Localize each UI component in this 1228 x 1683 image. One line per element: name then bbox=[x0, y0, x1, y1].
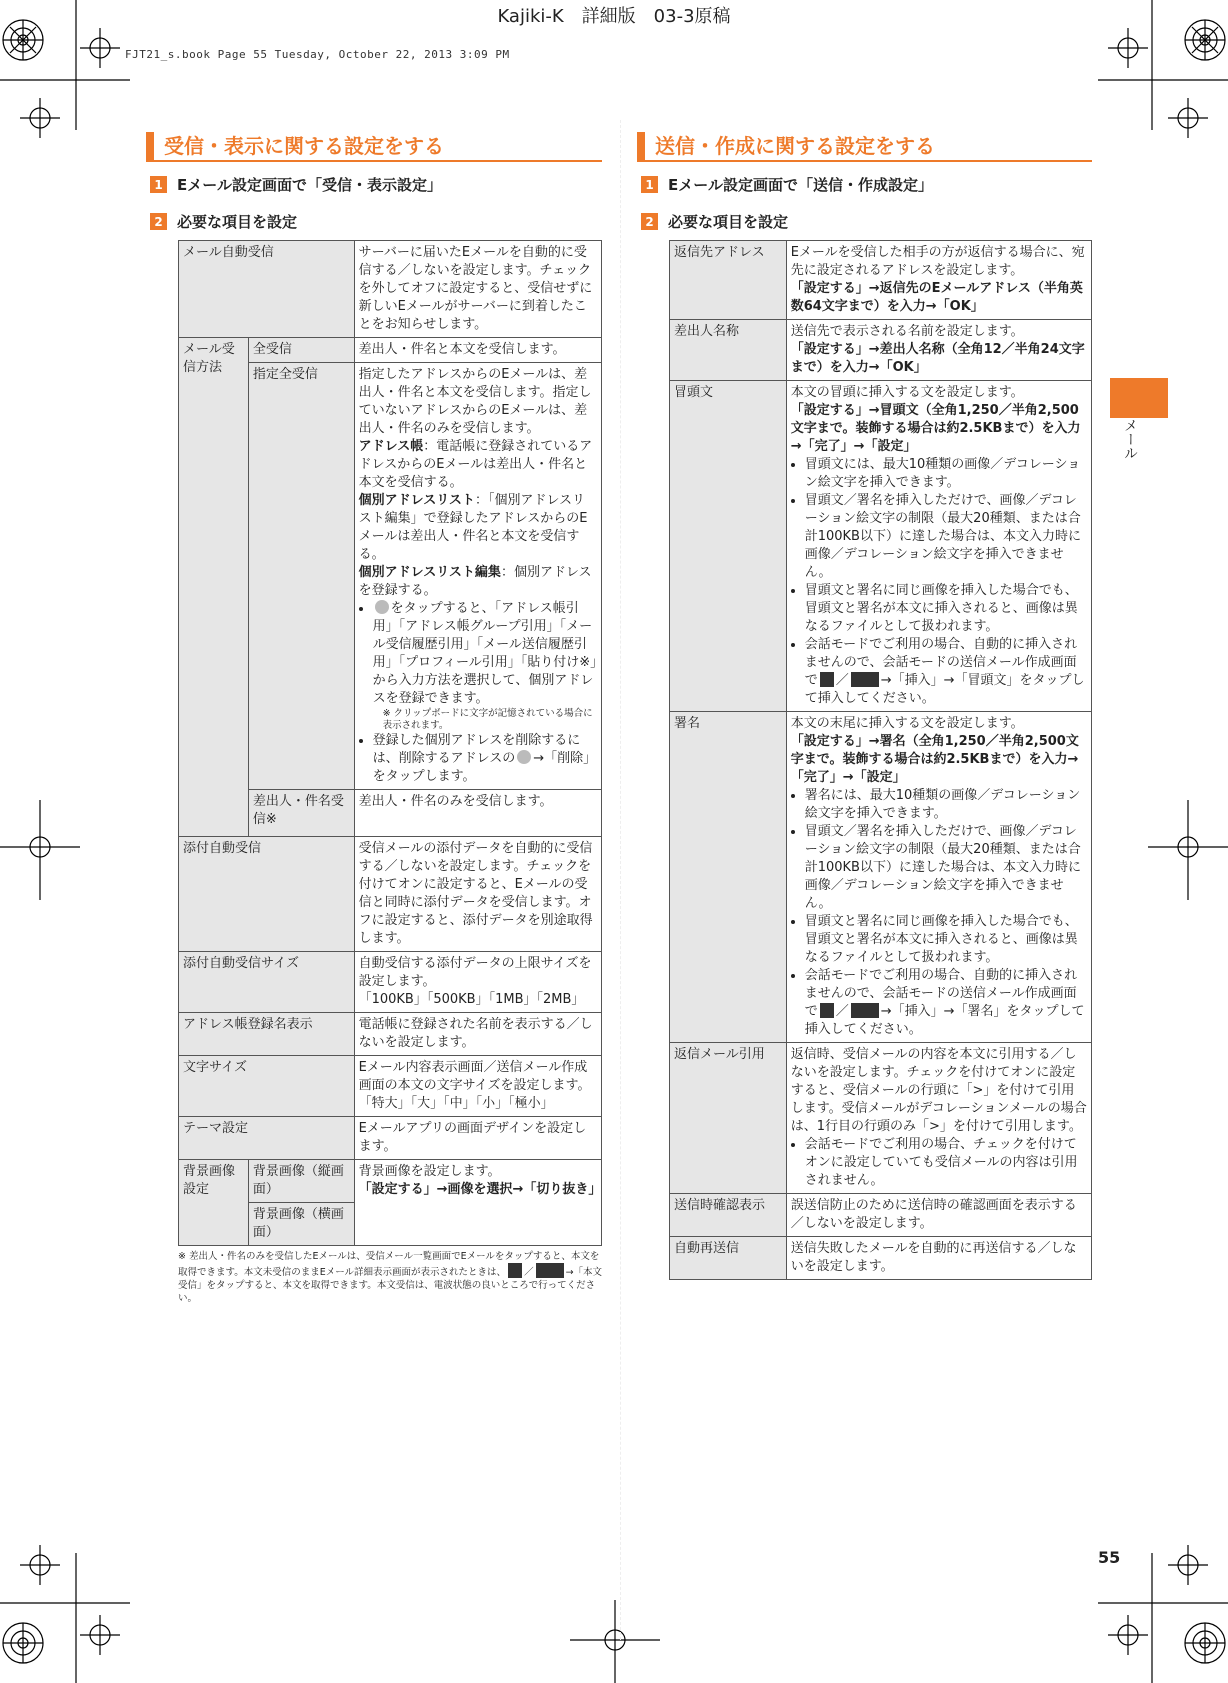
row-label: 自動再送信 bbox=[670, 1237, 787, 1280]
row-label: メール受信方法 bbox=[179, 338, 249, 837]
row-desc bbox=[786, 241, 1091, 320]
crop-mark-bottom-middle bbox=[570, 1600, 660, 1683]
row-desc: 送信失敗したメールを自動的に再送信する／しないを設定します。 bbox=[786, 1237, 1091, 1280]
list-item: • 冒頭文／署名を挿入しただけで、画像／デコレーション絵文字の制限（最大20種類、または合計100KB以下）に達した場合は、本文入力時に画像／デコレーション絵文字を挿入できません。 bbox=[805, 492, 1087, 582]
step-1 bbox=[150, 174, 602, 195]
row-desc: 差出人・件名のみを受信します。 bbox=[354, 790, 601, 837]
desc-operation: 「設定する」→差出人名称（全角12／半角24文字まで）を入力→「OK」 bbox=[790, 342, 1085, 375]
sub-label: 背景画像（横画面） bbox=[248, 1203, 354, 1246]
step-2 bbox=[150, 211, 602, 232]
bullet-list bbox=[791, 1136, 1087, 1190]
desc-text: Eメールを受信した相手の方が返信する場合に、宛先に設定されるアドレスを設定します。 bbox=[790, 245, 1085, 278]
row-label: 添付自動受信 bbox=[179, 837, 355, 952]
step-text: 必要な項目を設定 bbox=[177, 213, 298, 231]
table-row bbox=[179, 1117, 602, 1160]
table-row bbox=[670, 1194, 1092, 1237]
row-desc bbox=[786, 1043, 1091, 1194]
desc-text: 背景画像を設定します。 bbox=[358, 1164, 501, 1179]
step-text: Eメール設定画面で「受信・表示設定」 bbox=[177, 176, 442, 194]
row-label: 背景画像設定 bbox=[179, 1160, 249, 1246]
row-desc: 電話帳に登録された名前を表示する／しないを設定します。 bbox=[354, 1013, 601, 1056]
add-address-icon bbox=[375, 600, 389, 614]
step-1 bbox=[641, 174, 1092, 195]
table-row bbox=[179, 1013, 602, 1056]
left-column bbox=[146, 132, 602, 1305]
step-number: 1 bbox=[641, 176, 658, 193]
table-row bbox=[179, 338, 602, 363]
table-row bbox=[670, 241, 1092, 320]
menu-bar-icon bbox=[851, 672, 879, 687]
list-text: 会話モードでご利用の場合、自動的に挿入されませんので、会話モードの送信メール作成画面で bbox=[804, 968, 1078, 1019]
row-desc bbox=[786, 381, 1091, 712]
table-row bbox=[670, 381, 1092, 712]
desc-operation: 「設定する」→画像を選択→「切り抜き」 bbox=[358, 1182, 602, 1197]
row-label: テーマ設定 bbox=[179, 1117, 355, 1160]
section-title-send: 送信・作成に関する設定をする bbox=[637, 132, 1092, 162]
list-item bbox=[805, 636, 1087, 708]
step-number: 2 bbox=[641, 213, 658, 230]
row-desc: 受信メールの添付データを自動的に受信する／しないを設定します。チェックを付けてオンに設定すると、Eメールの受信と同時に添付データを受信します。オフに設定すると、添付データを別途取得します。 bbox=[354, 837, 601, 952]
step-text: 必要な項目を設定 bbox=[668, 213, 789, 231]
right-column bbox=[637, 132, 1092, 1280]
desc-text: 返信時、受信メールの内容を本文に引用する／しないを設定します。チェックを付けてオンに設定すると、受信メールの行頭に「>」を付けて引用します。受信メールがデコレーションメールの場合は、1行目の行頭のみ「>」を付けて引用します。 bbox=[790, 1047, 1087, 1134]
separator: ／ bbox=[835, 1004, 849, 1019]
sub-label: 差出人・件名受信※ bbox=[248, 790, 354, 837]
desc-text: 本文の末尾に挿入する文を設定します。 bbox=[790, 716, 1024, 731]
row-label: 署名 bbox=[670, 712, 787, 1043]
row-label: 返信メール引用 bbox=[670, 1043, 787, 1194]
menu-bar-icon bbox=[851, 1003, 879, 1018]
desc-operation: 「設定する」→返信先のEメールアドレス（半角英数64文字まで）を入力→「OK」 bbox=[790, 281, 1083, 314]
step-number: 2 bbox=[150, 213, 167, 230]
menu-bar-icon bbox=[536, 1263, 564, 1278]
row-label: 送信時確認表示 bbox=[670, 1194, 787, 1237]
crop-mark-left-middle bbox=[0, 800, 80, 900]
desc-text: 指定したアドレスからのEメールは、差出人・件名と本文を受信します。指定していないアドレスからのEメールは、差出人・件名のみを受信します。 bbox=[358, 367, 592, 436]
term: 個別アドレスリスト編集 bbox=[358, 565, 501, 580]
row-desc bbox=[354, 363, 601, 790]
desc-operation: 「設定する」→署名（全角1,250／半角2,500文字まで。装飾する場合は約2.5KBまで）を入力→「完了」→「設定」 bbox=[790, 734, 1079, 785]
list-item: • 冒頭文と署名に同じ画像を挿入した場合でも、冒頭文と署名が本文に挿入されると、画像は異なるファイルとして扱われます。 bbox=[805, 913, 1087, 967]
section-title-receive: 受信・表示に関する設定をする bbox=[146, 132, 602, 162]
row-desc bbox=[786, 712, 1091, 1043]
page-header-title: Kajiki-K 詳細版 03-3原稿 bbox=[497, 6, 731, 27]
crop-mark-bottom-left bbox=[0, 1543, 140, 1683]
crop-mark-top-right bbox=[1088, 0, 1228, 140]
page-number: 55 bbox=[1098, 1548, 1121, 1567]
row-desc bbox=[354, 1056, 601, 1117]
list-item: • 冒頭文には、最大10種類の画像／デコレーション絵文字を挿入できます。 bbox=[805, 456, 1087, 492]
list-item: • 冒頭文と署名に同じ画像を挿入した場合でも、冒頭文と署名が本文に挿入されると、画像は異なるファイルとして扱われます。 bbox=[805, 582, 1087, 636]
table-row bbox=[179, 241, 602, 338]
bullet-list bbox=[359, 600, 597, 786]
row-label: 返信先アドレス bbox=[670, 241, 787, 320]
menu-key-icon bbox=[820, 1003, 834, 1018]
desc-text: 本文の冒頭に挿入する文を設定します。 bbox=[790, 385, 1024, 400]
list-item bbox=[373, 732, 597, 786]
desc-operation: 「設定する」→冒頭文（全角1,250／半角2,500文字まで。装飾する場合は約2.5KBまで）を入力→「完了」→「設定」 bbox=[790, 403, 1081, 454]
row-desc: Eメールアプリの画面デザインを設定します。 bbox=[354, 1117, 601, 1160]
desc-item bbox=[359, 438, 597, 492]
desc-text: 送信先で表示される名前を設定します。 bbox=[790, 324, 1024, 339]
table-row bbox=[179, 837, 602, 952]
side-index-tab bbox=[1110, 378, 1168, 418]
step-2 bbox=[641, 211, 1092, 232]
separator: ／ bbox=[524, 1267, 534, 1278]
bullet-list bbox=[791, 456, 1087, 708]
footnote bbox=[178, 1250, 608, 1305]
menu-key-icon bbox=[820, 672, 834, 687]
table-row bbox=[670, 1043, 1092, 1194]
table-row bbox=[670, 1237, 1092, 1280]
list-text: →「挿入」→「冒頭文」をタップして挿入してください。 bbox=[804, 673, 1085, 706]
sub-label: 全受信 bbox=[248, 338, 354, 363]
list-text: をタップすると、「アドレス帳引用」「アドレス帳グループ引用」「メール受信履歴引用」「メール送信履歴引用」「プロフィール引用」「貼り付け※」から入力方法を選択して、個別アドレスを登録できます。 bbox=[372, 601, 597, 706]
desc-item bbox=[359, 492, 597, 564]
desc-options: 「特大」「大」「中」「小」「極小」 bbox=[358, 1096, 554, 1111]
desc-text: Eメール内容表示画面／送信メール作成画面の本文の文字サイズを設定します。 bbox=[358, 1060, 591, 1093]
side-index-label: メール bbox=[1122, 418, 1138, 460]
row-label: アドレス帳登録名表示 bbox=[179, 1013, 355, 1056]
row-desc bbox=[786, 320, 1091, 381]
table-row bbox=[179, 1056, 602, 1117]
row-desc bbox=[354, 1160, 601, 1246]
column-divider bbox=[620, 120, 621, 1640]
term-text: ：電話帳に登録されているアドレスからのEメールは差出人・件名と本文を受信する。 bbox=[358, 439, 593, 490]
sub-label: 背景画像（縦画面） bbox=[248, 1160, 354, 1203]
separator: ／ bbox=[835, 673, 849, 688]
table-row bbox=[179, 1160, 602, 1203]
sub-label: 指定全受信 bbox=[248, 363, 354, 790]
list-item: • 署名には、最大10種類の画像／デコレーション絵文字を挿入できます。 bbox=[805, 787, 1087, 823]
desc-item bbox=[359, 564, 597, 600]
note: ※ クリップボードに文字が記憶されている場合に表示されます。 bbox=[382, 708, 593, 731]
menu-key-icon bbox=[508, 1263, 522, 1278]
list-text: 会話モードでご利用の場合、自動的に挿入されませんので、会話モードの送信メール作成画面で bbox=[804, 637, 1078, 688]
term: アドレス帳 bbox=[358, 439, 424, 454]
row-label: 文字サイズ bbox=[179, 1056, 355, 1117]
term-text: ：個別アドレスを登録する。 bbox=[358, 565, 592, 598]
list-item bbox=[805, 967, 1087, 1039]
footnote-text: ※ 差出人・件名のみを受信したEメールは、受信メール一覧画面でEメールをタップすると、本文を取得できます。本文未受信のままEメール詳細表示画面が表示されたときは、 bbox=[178, 1251, 600, 1278]
list-text: 登録した個別アドレスを削除するには、削除するアドレスの bbox=[372, 733, 581, 766]
row-label: 添付自動受信サイズ bbox=[179, 952, 355, 1013]
row-desc: 誤送信防止のために送信時の確認画面を表示する／しないを設定します。 bbox=[786, 1194, 1091, 1237]
row-desc: 差出人・件名と本文を受信します。 bbox=[354, 338, 601, 363]
delete-icon bbox=[517, 750, 531, 764]
book-info-line: FJT21_s.book Page 55 Tuesday, October 22, 2013 3:09 PM bbox=[125, 48, 510, 61]
row-label: メール自動受信 bbox=[179, 241, 355, 338]
list-item: • 会話モードでご利用の場合、チェックを付けてオンに設定していても受信メールの内容は引用されません。 bbox=[805, 1136, 1087, 1190]
row-desc: サーバーに届いたEメールを自動的に受信する／しないを設定します。チェックを外してオフに設定すると、受信せずに新しいEメールがサーバーに到着したことをお知らせします。 bbox=[354, 241, 601, 338]
step-number: 1 bbox=[150, 176, 167, 193]
table-row bbox=[179, 952, 602, 1013]
bullet-list bbox=[791, 787, 1087, 1039]
receive-settings-table bbox=[178, 240, 602, 1246]
desc-text: 自動受信する添付データの上限サイズを設定します。 bbox=[358, 956, 592, 989]
list-text: →「削除」をタップします。 bbox=[372, 751, 597, 784]
footnote-text: →「本文受信」をタップすると、本文を取得できます。本文受信は、電波状態の良いところで行ってください。 bbox=[178, 1267, 603, 1304]
crop-mark-top-left bbox=[0, 0, 140, 140]
row-label: 冒頭文 bbox=[670, 381, 787, 712]
list-item: • 冒頭文／署名を挿入しただけで、画像／デコレーション絵文字の制限（最大20種類、または合計100KB以下）に達した場合は、本文入力時に画像／デコレーション絵文字を挿入できません。 bbox=[805, 823, 1087, 913]
table-row bbox=[670, 712, 1092, 1043]
step-text: Eメール設定画面で「送信・作成設定」 bbox=[668, 176, 933, 194]
row-desc bbox=[354, 952, 601, 1013]
desc-options: 「100KB」「500KB」「1MB」「2MB」 bbox=[358, 992, 585, 1007]
list-text: →「挿入」→「署名」をタップして挿入してください。 bbox=[804, 1004, 1085, 1037]
send-settings-table bbox=[669, 240, 1092, 1280]
term: 個別アドレスリスト bbox=[358, 493, 475, 508]
list-item bbox=[373, 600, 597, 732]
row-label: 差出人名称 bbox=[670, 320, 787, 381]
term-text: ：「個別アドレスリスト編集」で登録したアドレスからのEメールは差出人・件名と本文を受信する。 bbox=[358, 493, 588, 562]
table-row bbox=[670, 320, 1092, 381]
crop-mark-right-middle bbox=[1148, 800, 1228, 900]
